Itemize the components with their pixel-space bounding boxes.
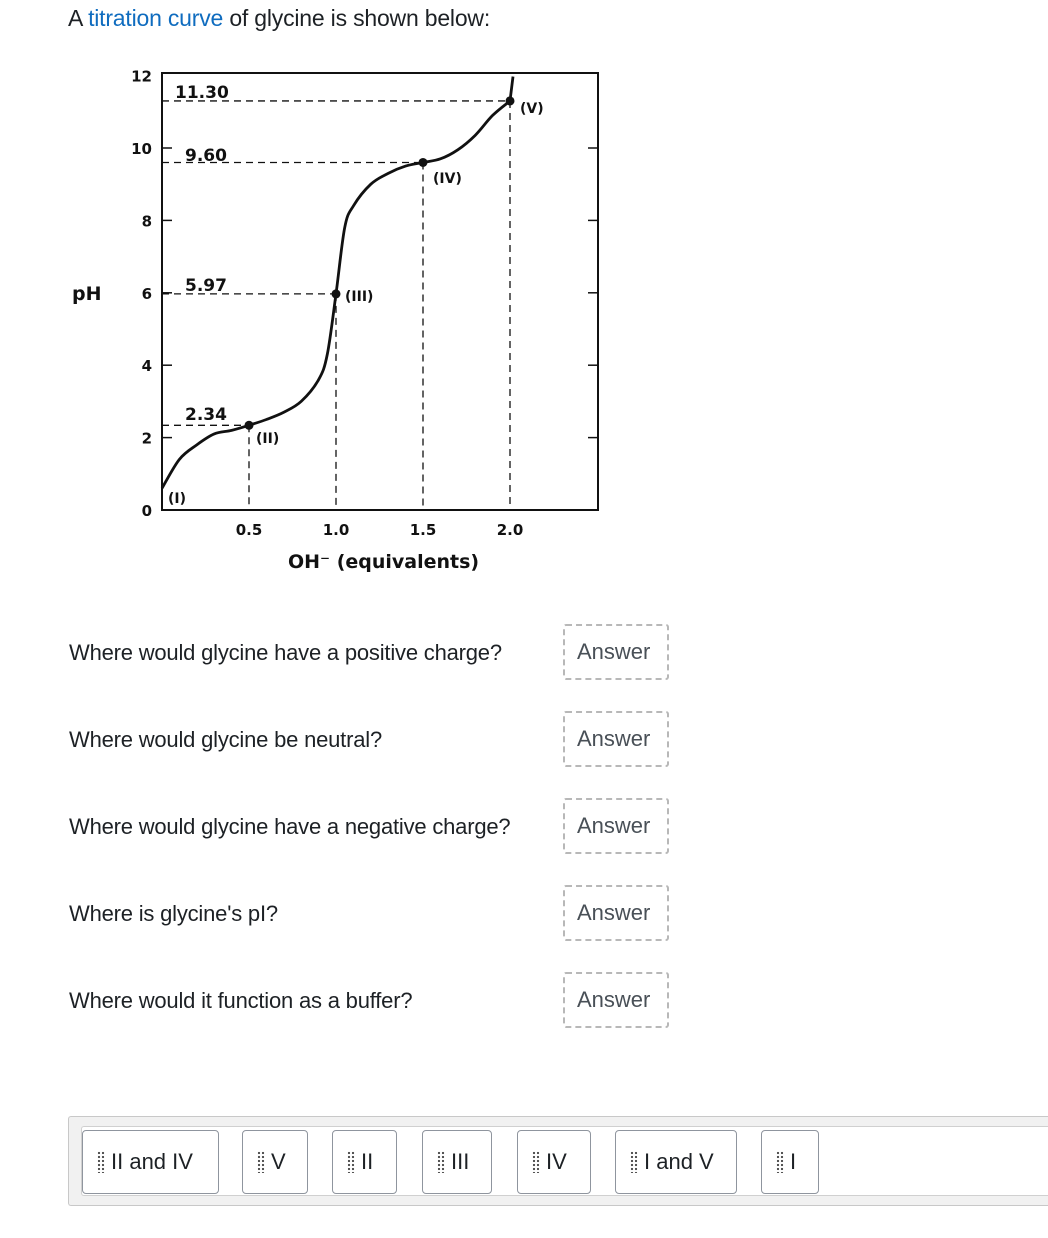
pka-value-label: 9.60 <box>185 146 227 166</box>
region-label: (III) <box>345 289 374 305</box>
choice-v[interactable] <box>242 1130 308 1194</box>
question-positive-charge: Where would glycine have a positive charge? <box>69 640 502 665</box>
y-axis-label: pH <box>72 283 102 305</box>
answer-drop-zone-neutral[interactable]: Answer <box>563 711 669 767</box>
region-label: (IV) <box>433 171 462 187</box>
choice-label: I and V <box>644 1149 714 1174</box>
plot-frame <box>162 73 598 510</box>
titration-chart <box>60 58 620 583</box>
pka-value-label: 2.34 <box>185 405 227 425</box>
answer-drop-zone-negative[interactable]: Answer <box>563 798 669 854</box>
equivalence-point <box>419 158 428 167</box>
answer-drop-zone-positive[interactable]: Answer <box>563 624 669 680</box>
y-tick-label: 12 <box>131 67 152 86</box>
choice-iii[interactable] <box>422 1130 492 1194</box>
y-tick-label: 0 <box>141 502 152 520</box>
y-tick-label: 10 <box>131 140 152 158</box>
x-tick-label: 1.5 <box>409 521 437 539</box>
choice-label: II and IV <box>111 1149 193 1174</box>
equivalence-point <box>506 96 515 105</box>
choice-label: III <box>451 1149 470 1174</box>
y-tick-label: 6 <box>141 284 152 303</box>
y-tick-label: 8 <box>141 212 152 231</box>
region-label: (II) <box>256 431 280 447</box>
choice-label: II <box>361 1149 374 1174</box>
choice-label: IV <box>546 1149 567 1174</box>
x-tick-label: 1.0 <box>322 521 350 539</box>
pka-value-label: 11.30 <box>175 83 229 103</box>
choice-i[interactable] <box>761 1130 819 1194</box>
y-tick-label: 2 <box>141 429 152 448</box>
choice-label: V <box>271 1149 286 1174</box>
question-intro <box>68 5 490 32</box>
choice-ii-and-iv[interactable] <box>82 1130 219 1194</box>
annotations <box>168 83 544 507</box>
pka-value-label: 5.97 <box>185 276 227 296</box>
x-tick-label: 2.0 <box>496 521 524 539</box>
drag-handle-icon <box>97 1151 105 1173</box>
choice-ii[interactable] <box>332 1130 397 1194</box>
choice-i-and-v[interactable] <box>615 1130 737 1194</box>
choice-iv[interactable] <box>517 1130 591 1194</box>
y-tick-label: 4 <box>141 357 152 376</box>
equivalence-point <box>245 421 254 430</box>
drag-handle-icon <box>257 1151 265 1173</box>
question-buffer: Where would it function as a buffer? <box>69 988 413 1013</box>
x-tick-label: 0.5 <box>235 521 263 539</box>
drag-handle-icon <box>437 1151 445 1173</box>
x-axis-ticks <box>236 521 524 539</box>
titration-chart-svg <box>60 58 620 578</box>
equivalence-point <box>332 289 341 298</box>
choices-tray <box>68 1116 1048 1206</box>
question-pi: Where is glycine's pI? <box>69 901 278 926</box>
question-negative-charge: Where would glycine have a negative charge? <box>69 814 511 839</box>
answer-drop-zone-pi[interactable]: Answer <box>563 885 669 941</box>
titration-curve-link[interactable]: titration curve <box>88 5 224 31</box>
region-label: (V) <box>520 101 544 117</box>
question-neutral: Where would glycine be neutral? <box>69 727 382 752</box>
drag-handle-icon <box>532 1151 540 1173</box>
drag-handle-icon <box>776 1151 784 1173</box>
equivalence-points <box>245 96 515 429</box>
answer-drop-zone-buffer[interactable]: Answer <box>563 972 669 1028</box>
region-label: (I) <box>168 491 187 507</box>
drag-handle-icon <box>630 1151 638 1173</box>
x-axis-label: OH⁻ (equivalents) <box>288 551 480 573</box>
intro-prefix: A <box>68 5 89 31</box>
intro-suffix: of glycine is shown below: <box>223 5 491 31</box>
choice-label: I <box>790 1149 797 1174</box>
drag-handle-icon <box>347 1151 355 1173</box>
